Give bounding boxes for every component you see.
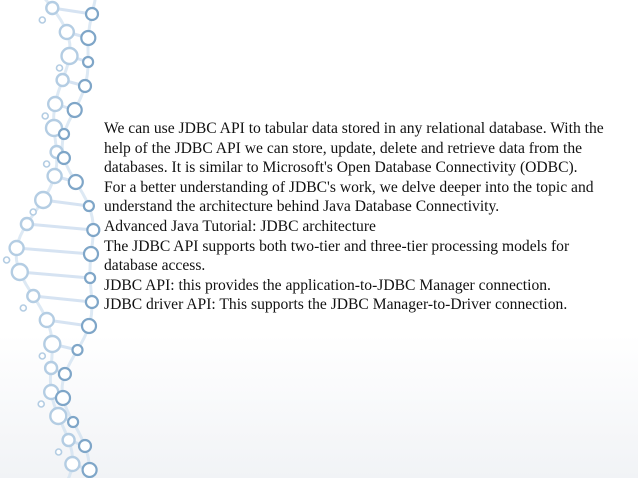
paragraph-jdbc-intro: We can use JDBC API to tabular data stored in any relational database. With the help of the JDBC API we can store, update, delete and retrieve data from the databases. It is similar to Microsoft's Open Database Connectivity (ODBC). — [104, 120, 604, 177]
paragraph-architecture-heading: Advanced Java Tutorial: JDBC architecture — [104, 217, 376, 235]
paragraph-driver-api: JDBC driver API: This supports the JDBC Manager-to-Driver connection. — [104, 296, 568, 314]
paragraph-understanding: For a better understanding of JDBC's work, we delve deeper into the topic and understand the architecture behind Java Database Connectivity. — [104, 178, 594, 216]
slide-text-body — [104, 119, 624, 315]
dna-helix-icon — [0, 0, 120, 478]
paragraph-tier-models: The JDBC API supports both two-tier and three-tier processing models for database access. — [104, 237, 570, 275]
paragraph-jdbc-api: JDBC API: this provides the application-to-JDBC Manager connection. — [104, 276, 551, 294]
